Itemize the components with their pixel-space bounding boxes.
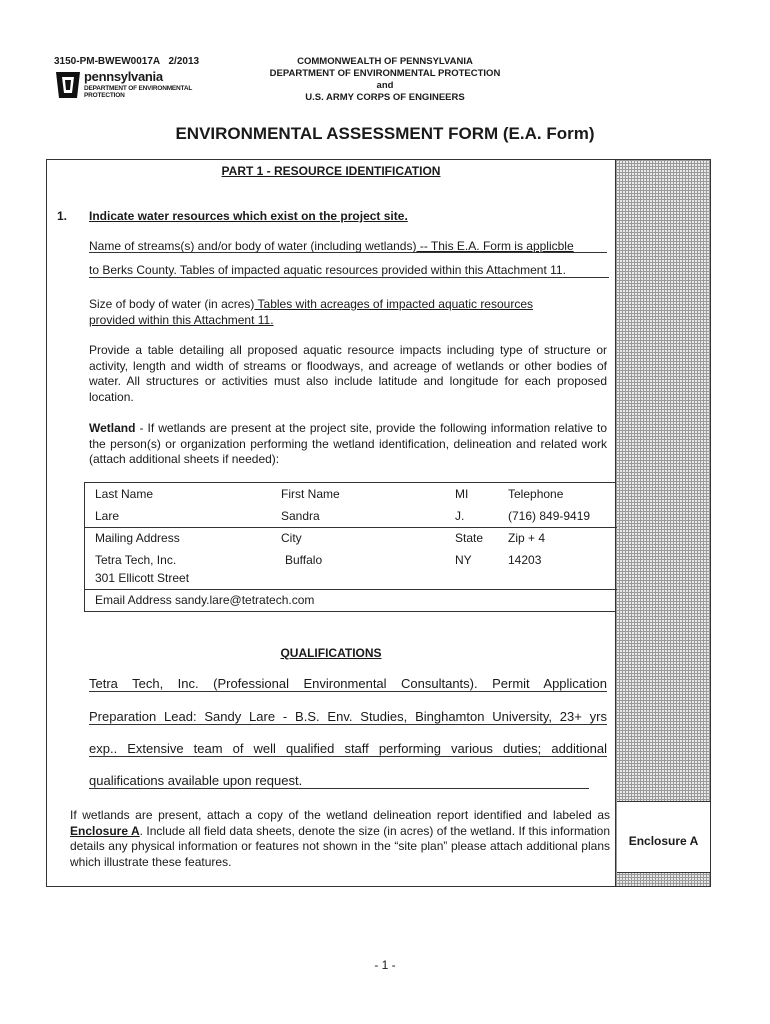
page-number: - 1 - [374, 958, 396, 972]
table-instructions: Provide a table detailing all proposed aquatic resource impacts including type of structure or activity, length and width of streams or floodways, and acreage of wetlands or other bodies of water. All structures or activities must also include latitude and longitude for each proposed location. [89, 343, 607, 404]
agency-line-3: and [376, 80, 394, 91]
enclosure-inline-label: Enclosure A [70, 823, 140, 838]
enclosure-side-label: Enclosure A [628, 834, 699, 848]
qualifications-line-4[interactable]: qualifications available upon request. [89, 773, 589, 789]
agency-line-2: DEPARTMENT OF ENVIRONMENTAL PROTECTION [269, 68, 501, 79]
wetland-text: - If wetlands are present at the project site, provide the following information relative to the person(s) or organization performing the wetland identification, delineation and related work (attach additional sheets if needed): [89, 421, 607, 466]
qualifications-line-1[interactable]: Tetra Tech, Inc. (Professional Environmental Consultants). Permit Application [89, 676, 607, 691]
email-field[interactable]: sandy.lare@tetratech.com [175, 593, 315, 607]
enclosure-instructions [70, 808, 610, 870]
item-heading [89, 209, 408, 223]
last-name-field[interactable]: Lare [95, 509, 120, 523]
contact-row-divider-1 [85, 527, 617, 528]
streams-value-1[interactable]: -- This E.A. Form is applicble [416, 239, 574, 253]
state-label: State [455, 531, 484, 545]
city-field[interactable]: Buffalo [285, 553, 323, 567]
size-label: Size of body of water (in acres) [89, 297, 255, 311]
wetland-label: Wetland [89, 421, 136, 435]
size-field-line1 [89, 297, 607, 313]
address-line-2-field[interactable]: 301 Ellicott Street [95, 571, 190, 585]
email-label: Email Address [95, 593, 172, 607]
part-heading: PART 1 - RESOURCE IDENTIFICATION [221, 164, 441, 178]
side-column-shaded [616, 159, 711, 887]
contact-table [84, 482, 616, 612]
streams-value-2[interactable]: to Berks County. Tables of impacted aquatic resources provided within this Attachment 11. [89, 263, 566, 277]
item-heading-end: . [404, 209, 408, 223]
form-number-code: 3150-PM-BWEW0017A [54, 56, 161, 67]
logo-dept-line1: DEPARTMENT OF ENVIRONMENTAL [84, 85, 193, 92]
keystone-icon [54, 68, 82, 102]
streams-label: Name of streams(s) and/or body of water (including wetlands) [89, 239, 417, 253]
last-name-label: Last Name [95, 487, 154, 501]
first-name-label: First Name [281, 487, 340, 501]
agency-header [240, 56, 530, 104]
mi-field[interactable]: J. [455, 509, 465, 523]
zip-field[interactable]: 14203 [508, 553, 542, 567]
mailing-address-label: Mailing Address [95, 531, 180, 545]
telephone-field[interactable]: (716) 849-9419 [508, 509, 591, 523]
size-value-1[interactable]: Tables with acreages of impacted aquatic resources [254, 297, 534, 311]
qualifications-line-3[interactable]: exp.. Extensive team of well qualified staff performing various duties; additional [89, 741, 607, 756]
item-heading-text: Indicate water resources which exist on the project site [89, 209, 405, 223]
agency-line-1: COMMONWEALTH OF PENNSYLVANIA [297, 56, 473, 67]
qualifications-line-2[interactable]: Preparation Lead: Sandy Lare - B.S. Env. Studies, Binghamton University, 23+ yrs [89, 709, 607, 724]
form-number [54, 56, 199, 67]
zip-label: Zip + 4 [508, 531, 546, 545]
enclosure-text-before: If wetlands are present, attach a copy of the wetland delineation report identified and labeled as [70, 808, 610, 822]
streams-underline-1 [89, 252, 607, 253]
enclosure-text-after: . Include all field data sheets, denote the size (in acres) of the wetland. If this information details any physical information or features not shown in the “site plan” please attach additional plans which illustrate these features. [70, 823, 610, 869]
wetland-instructions [89, 421, 607, 468]
pa-dep-logo [54, 68, 204, 104]
email-row [95, 593, 314, 607]
city-label: City [281, 531, 302, 545]
mi-label: MI [455, 487, 469, 501]
streams-underline-2 [89, 277, 609, 278]
qualifications-heading: QUALIFICATIONS [280, 646, 382, 660]
size-value-2[interactable]: provided within this Attachment 11. [89, 313, 274, 327]
address-line-1-field[interactable]: Tetra Tech, Inc. [95, 553, 177, 567]
logo-dept-line2: PROTECTION [84, 92, 125, 99]
item-number: 1. [57, 209, 68, 223]
contact-row-divider-2 [85, 589, 617, 590]
state-field[interactable]: NY [455, 553, 472, 567]
logo-department [84, 85, 192, 99]
page-title: ENVIRONMENTAL ASSESSMENT FORM (E.A. Form) [175, 124, 595, 143]
telephone-label: Telephone [508, 487, 564, 501]
enclosure-side-box [617, 801, 710, 873]
first-name-field[interactable]: Sandra [281, 509, 320, 523]
logo-wordmark: pennsylvania [84, 69, 163, 84]
agency-line-4: U.S. ARMY CORPS OF ENGINEERS [305, 92, 465, 103]
form-date: 2/2013 [168, 56, 200, 67]
